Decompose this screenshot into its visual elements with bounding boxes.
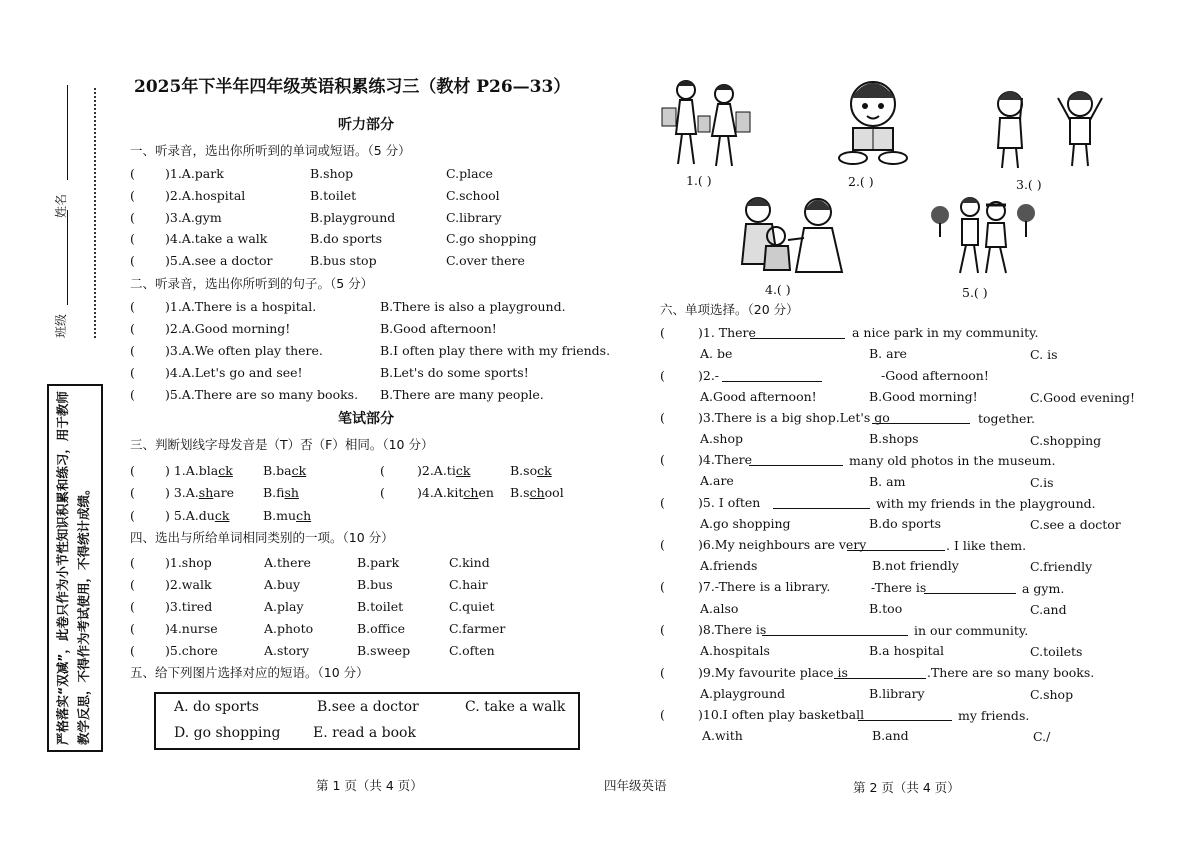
phrase-option: C. take a walk xyxy=(465,699,566,715)
paren: ( xyxy=(130,343,135,358)
option-c: C./ xyxy=(1033,729,1051,744)
opt-c: C.often xyxy=(449,643,495,658)
question-text-end: .There are so many books. xyxy=(927,665,1095,680)
word-b: B.school xyxy=(510,485,564,500)
sec6-heading: 六、单项选择。（20 分） xyxy=(660,302,799,317)
option-c: C.and xyxy=(1030,602,1067,617)
option-a: A.are xyxy=(700,473,734,488)
option-a: A.also xyxy=(700,601,739,616)
phrase-option: B.see a doctor xyxy=(317,699,419,715)
name-field-line-2 xyxy=(67,210,68,305)
paren: ( xyxy=(660,325,665,340)
paren: ( xyxy=(660,452,665,467)
question-text: )6.My neighbours are very xyxy=(698,537,867,552)
opt-b: B.sweep xyxy=(357,643,411,658)
sec4-heading: 四、选出与所给单词相同类别的一项。（10 分） xyxy=(130,530,394,545)
question-text: )3.There is a big shop.Let's go xyxy=(698,410,890,425)
opt-b: B.park xyxy=(357,555,400,570)
word: )1.shop xyxy=(165,555,212,570)
word: )5.chore xyxy=(165,643,218,658)
question-text-end: in our community. xyxy=(914,623,1029,638)
word-a: ) 5.A.duck xyxy=(165,508,230,523)
q-c: C.over there xyxy=(446,253,525,268)
question-text: )1. There xyxy=(698,325,756,340)
question-text-mid: -There is xyxy=(871,580,927,595)
question-text-end: -Good afternoon! xyxy=(881,368,989,383)
option-b: B. am xyxy=(869,474,906,489)
writing-title: 笔试部分 xyxy=(338,411,394,427)
walking-couple-illustration xyxy=(928,193,1036,279)
sentence-a: )2.A.Good morning! xyxy=(165,321,291,336)
answer-blank[interactable] xyxy=(749,465,843,466)
opt-a: A.story xyxy=(264,643,310,658)
question-text: )4.There xyxy=(698,452,752,467)
picture-3-label: 3.( ) xyxy=(1016,177,1042,192)
option-b: B.not friendly xyxy=(872,558,959,573)
sentence-a: )5.A.There are so many books. xyxy=(165,387,359,402)
option-c: C.shop xyxy=(1030,687,1074,702)
phrase-option: E. read a book xyxy=(313,725,416,741)
sentence-b: B.There is also a playground. xyxy=(380,299,566,314)
option-b: B.too xyxy=(869,601,903,616)
sentence-a: )1.A.There is a hospital. xyxy=(165,299,317,314)
word-b: B.fish xyxy=(263,485,299,500)
paren: ( xyxy=(130,643,135,658)
sentence-a: )4.A.Let's go and see! xyxy=(165,365,303,380)
word: )2.walk xyxy=(165,577,212,592)
paren: ( xyxy=(660,622,665,637)
opt-b: B.bus xyxy=(357,577,393,592)
opt-c: C.farmer xyxy=(449,621,506,636)
sec2-heading: 二、听录音，选出你所听到的句子。（5 分） xyxy=(130,276,374,291)
option-a: A.playground xyxy=(700,686,786,701)
picture-1-label: 1.( ) xyxy=(686,173,712,188)
q-c: C.library xyxy=(446,210,502,225)
opt-b: B.office xyxy=(357,621,405,636)
opt-a: A.play xyxy=(264,599,304,614)
shopping-girls-illustration xyxy=(656,72,756,172)
word-a: )4.A.kitchen xyxy=(417,485,494,500)
tired-and-happy-kids-illustration xyxy=(986,80,1112,172)
paren: ( xyxy=(130,463,135,478)
option-b: B.shops xyxy=(869,431,919,446)
option-b: B.and xyxy=(872,728,909,743)
word-a: )2.A.tick xyxy=(417,463,471,478)
paren: ( xyxy=(130,555,135,570)
paren: ( xyxy=(380,463,385,478)
paren: ( xyxy=(130,166,135,181)
sec3-heading: 三、判断划线字母发音是（T）否（F）相同。（10 分） xyxy=(130,437,434,452)
option-c: C. is xyxy=(1030,347,1058,362)
paren: ( xyxy=(660,537,665,552)
boy-reading-illustration xyxy=(833,76,913,166)
option-c: C.shopping xyxy=(1030,433,1102,448)
sentence-b: B.There are many people. xyxy=(380,387,544,402)
paren: ( xyxy=(660,410,665,425)
paren: ( xyxy=(660,368,665,383)
option-b: B.library xyxy=(869,686,925,701)
q-b: B.do sports xyxy=(310,231,383,246)
q-a: )3.A.gym xyxy=(165,210,222,225)
sentence-a: )3.A.We often play there. xyxy=(165,343,323,358)
opt-a: A.photo xyxy=(264,621,314,636)
word-b: B.back xyxy=(263,463,307,478)
q-c: C.go shopping xyxy=(446,231,537,246)
option-c: C.is xyxy=(1030,475,1054,490)
notice-text: 严格落实“双减”，此卷只作为小节性知识积累和练习，用于教师教学反思，不得作为考试使用，不得统计成绩。 xyxy=(55,391,91,745)
answer-blank[interactable] xyxy=(773,508,870,509)
sentence-b: B.Let's do some sports! xyxy=(380,365,529,380)
page-title: 2025年下半年四年级英语积累练习三（教材 P26—33） xyxy=(134,77,571,97)
picture-5-label: 5.( ) xyxy=(962,285,988,300)
name-field-line xyxy=(67,85,68,180)
q-c: C.place xyxy=(446,166,493,181)
paren: ( xyxy=(660,707,665,722)
phrase-option: D. go shopping xyxy=(174,725,281,741)
sentence-b: B.I often play there with my friends. xyxy=(380,343,611,358)
answer-blank[interactable] xyxy=(762,635,908,636)
word-a: ) 1.A.black xyxy=(165,463,233,478)
opt-b: B.toilet xyxy=(357,599,404,614)
option-a: A.with xyxy=(702,728,743,743)
q-a: )1.A.park xyxy=(165,166,224,181)
picture-2-label: 2.( ) xyxy=(848,174,874,189)
listening-title: 听力部分 xyxy=(338,117,394,133)
question-text-end: many old photos in the museum. xyxy=(849,453,1056,468)
question-text-end: with my friends in the playground. xyxy=(876,496,1096,511)
question-text: )10.I often play basketball xyxy=(698,707,865,722)
paren: ( xyxy=(130,210,135,225)
word-b: B.much xyxy=(263,508,312,523)
paren: ( xyxy=(130,365,135,380)
binding-dotted-line xyxy=(94,88,96,338)
q-b: B.playground xyxy=(310,210,396,225)
question-text-end: a gym. xyxy=(1022,581,1065,596)
question-text: )7.-There is a library. xyxy=(698,579,831,594)
paren: ( xyxy=(660,579,665,594)
paren: ( xyxy=(380,485,385,500)
option-a: A.friends xyxy=(700,558,758,573)
answer-blank[interactable] xyxy=(858,720,952,721)
answer-blank[interactable] xyxy=(872,423,970,424)
option-b: B.a hospital xyxy=(869,643,945,658)
sentence-b: B.Good afternoon! xyxy=(380,321,497,336)
q-c: C.school xyxy=(446,188,500,203)
option-c: C.Good evening! xyxy=(1030,390,1136,405)
paren: ( xyxy=(130,577,135,592)
paren: ( xyxy=(130,253,135,268)
word-b: B.sock xyxy=(510,463,552,478)
opt-c: C.quiet xyxy=(449,599,495,614)
option-b: B.do sports xyxy=(869,516,942,531)
answer-blank[interactable] xyxy=(750,338,845,339)
option-a: A.hospitals xyxy=(700,643,770,658)
option-b: B. are xyxy=(869,346,907,361)
word: )3.tired xyxy=(165,599,213,614)
question-text-end: together. xyxy=(978,411,1035,426)
doctor-visit-illustration xyxy=(736,190,852,280)
option-a: A.go shopping xyxy=(700,516,791,531)
answer-blank[interactable] xyxy=(847,550,945,551)
option-c: C.toilets xyxy=(1030,644,1083,659)
option-a: A.Good afternoon! xyxy=(700,389,817,404)
question-text-end: a nice park in my community. xyxy=(852,325,1039,340)
q-b: B.toilet xyxy=(310,188,357,203)
question-text: )9.My favourite place is xyxy=(698,665,848,680)
q-a: )2.A.hospital xyxy=(165,188,246,203)
paren: ( xyxy=(660,665,665,680)
footer-page-right: 第 2 页（共 4 页） xyxy=(853,780,960,795)
option-a: A. be xyxy=(700,346,733,361)
opt-c: C.kind xyxy=(449,555,490,570)
word: )4.nurse xyxy=(165,621,218,636)
question-text: )5. I often xyxy=(698,495,761,510)
answer-blank[interactable] xyxy=(924,593,1016,594)
option-a: A.shop xyxy=(700,431,743,446)
class-label: 班级 xyxy=(54,313,68,338)
q-b: B.bus stop xyxy=(310,253,377,268)
answer-blank[interactable] xyxy=(834,678,926,679)
question-text-end: . I like them. xyxy=(946,538,1027,553)
paren: ( xyxy=(130,387,135,402)
paren: ( xyxy=(130,231,135,246)
opt-a: A.buy xyxy=(264,577,301,592)
phrase-option: A. do sports xyxy=(174,699,259,715)
paren: ( xyxy=(130,321,135,336)
paren: ( xyxy=(130,599,135,614)
option-c: C.see a doctor xyxy=(1030,517,1121,532)
paren: ( xyxy=(130,485,135,500)
sec5-heading: 五、给下列图片选择对应的短语。（10 分） xyxy=(130,665,369,680)
paren: ( xyxy=(130,508,135,523)
answer-blank[interactable] xyxy=(722,381,822,382)
paren: ( xyxy=(130,188,135,203)
opt-c: C.hair xyxy=(449,577,488,592)
paren: ( xyxy=(130,299,135,314)
opt-a: A.there xyxy=(264,555,311,570)
footer-subject: 四年级英语 xyxy=(604,778,667,793)
question-text: )2.- xyxy=(698,368,720,383)
paren: ( xyxy=(130,621,135,636)
q-a: )5.A.see a doctor xyxy=(165,253,273,268)
option-c: C.friendly xyxy=(1030,559,1093,574)
picture-4-label: 4.( ) xyxy=(765,282,791,297)
word-a: ) 3.A.share xyxy=(165,485,235,500)
q-a: )4.A.take a walk xyxy=(165,231,268,246)
option-b: B.Good morning! xyxy=(869,389,978,404)
question-text: )8.There is xyxy=(698,622,767,637)
name-label: 姓名 xyxy=(54,193,68,218)
q-b: B.shop xyxy=(310,166,354,181)
sec1-heading: 一、听录音，选出你所听到的单词或短语。（5 分） xyxy=(130,143,411,158)
footer-page-left: 第 1 页（共 4 页） xyxy=(316,778,423,793)
question-text-end: my friends. xyxy=(958,708,1030,723)
paren: ( xyxy=(660,495,665,510)
